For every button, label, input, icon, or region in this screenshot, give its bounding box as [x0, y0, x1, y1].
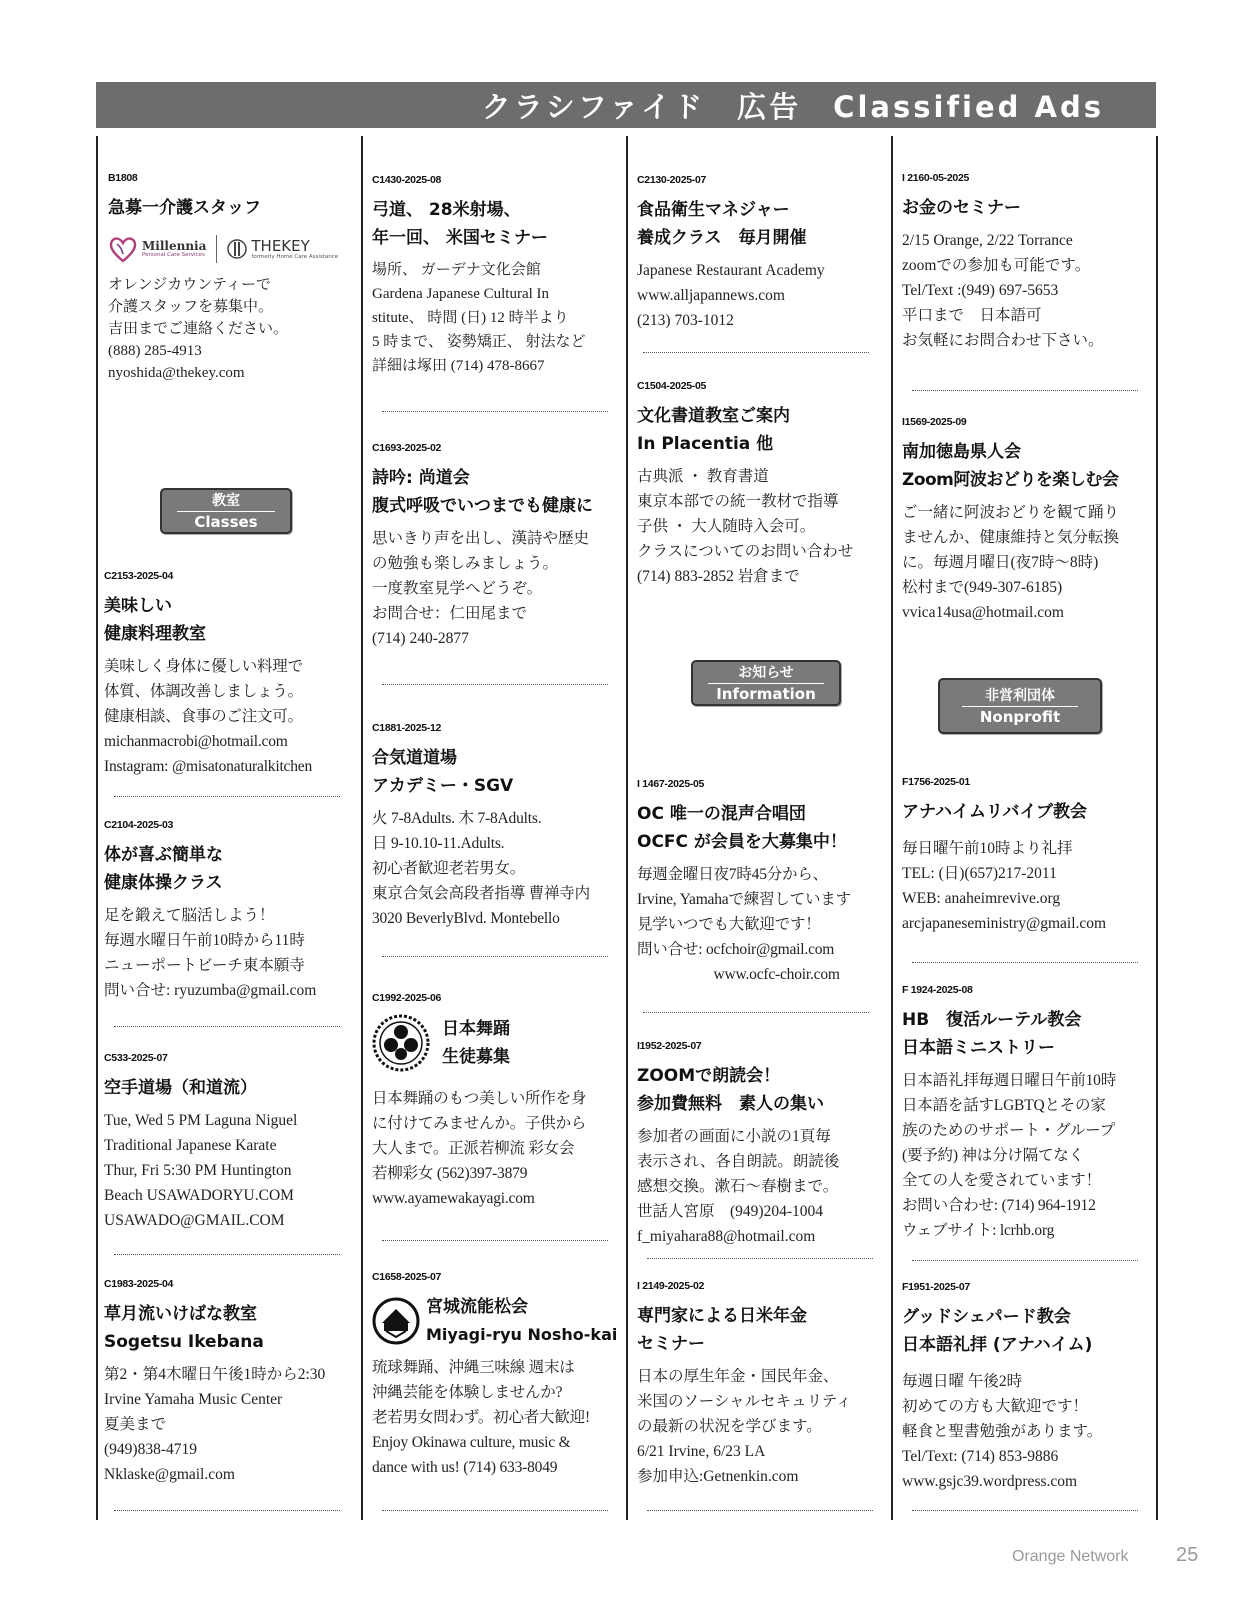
section-header-bar	[96, 82, 1156, 128]
ad-title: In Placentia 他	[637, 434, 774, 454]
classified-ad	[902, 1281, 1158, 1494]
ad-title: 腹式呼吸でいつまでも健康に	[372, 496, 593, 516]
ad-title: 養成クラス 毎月開催	[637, 228, 807, 248]
ad-title: お金のセミナー	[902, 198, 1021, 218]
ad-title: ZOOMで朗読会！	[637, 1066, 781, 1086]
ad-separator	[643, 352, 869, 353]
ad-header-with-crest	[372, 1293, 628, 1349]
classified-ad	[108, 172, 364, 384]
ad-body: 日本の厚生年金・国民年金、 米国のソーシャルセキュリティ の最新の状況を学びます。 6/21 Irvine, 6/23 LA 参加申込:Getnenkin.com	[637, 1368, 852, 1485]
ad-title: グッドシェパード教会	[902, 1307, 1071, 1327]
ad-id: F1756-2025-01	[902, 776, 970, 788]
classified-ad	[372, 992, 628, 1211]
ad-title: 合気道道場	[372, 748, 457, 768]
ad-separator	[114, 1510, 340, 1511]
ad-separator	[382, 684, 608, 685]
classified-ad	[372, 722, 628, 931]
category-badge-nonprofit	[938, 678, 1102, 734]
ad-separator	[382, 1240, 608, 1241]
ad-title: 日本語ミニストリー	[902, 1038, 1055, 1058]
category-badge-classes	[160, 488, 292, 534]
category-label-jp: 教室	[212, 493, 240, 509]
classified-ad	[372, 174, 628, 378]
ad-body: 毎日曜午前10時より礼拝 TEL: (日)(657)217-2011 WEB: anaheimrevive.org arcjapaneseministry@gmail.com	[902, 840, 1107, 932]
ad-title: 年一回、 米国セミナー	[372, 228, 548, 248]
ad-body: 毎週日曜 午後2時 初めての方も大歓迎です！ 軽食と聖書勉強があります。 Tel/Text: (714) 853-9886 www.gsjc39.wordpress.com	[902, 1373, 1103, 1490]
classified-ad	[902, 776, 1158, 936]
ad-title: Miyagi-ryu Nosho-kai	[426, 1325, 618, 1344]
ad-title: 参加費無料 素人の集い	[637, 1094, 824, 1114]
ad-title: 急募一介護スタッフ	[108, 198, 261, 218]
ad-body: 2/15 Orange, 2/22 Torrance zoomでの参加も可能です。 Tel/Text :(949) 697-5653 平口まで 日本語可 お気軽にお問合わせ下さい。	[902, 232, 1104, 349]
ad-separator	[912, 390, 1138, 391]
category-label-jp: 非営利団体	[985, 688, 1055, 704]
classified-ad	[902, 984, 1158, 1243]
ad-separator	[912, 1510, 1138, 1511]
ad-id: C533-2025-07	[104, 1052, 168, 1064]
millennia-name: Millennia	[142, 239, 207, 253]
ad-separator	[382, 956, 608, 957]
classified-ad	[637, 174, 893, 333]
ad-title: 南加徳島県人会	[902, 442, 1021, 462]
family-crest-icon	[372, 1014, 430, 1072]
ad-body: Tue, Wed 5 PM Laguna Niguel Traditional Japanese Karate Thur, Fri 5:30 PM Huntington Beach USAWADORYU.COM USAWADO@GMAIL.COM	[104, 1112, 298, 1229]
ad-id: I1952-2025-07	[637, 1040, 702, 1052]
ad-id: C2153-2025-04	[104, 570, 174, 582]
ad-id: I 1467-2025-05	[637, 778, 705, 790]
page-number: 25	[1176, 1544, 1199, 1566]
ad-title: セミナー	[637, 1334, 705, 1354]
classified-ad	[637, 778, 893, 987]
ad-title: 文化書道教室ご案内	[637, 406, 790, 426]
ad-body: Japanese Restaurant Academy www.alljapannews.com (213) 703-1012	[637, 262, 825, 329]
ad-body: 日本語礼拝毎週日曜日午前10時 日本語を話すLGBTQとその家 族のためのサポート・グループ (要予約) 神は分け隔てなく 全ての人を愛されています！ お問い合わせ: (714) 964-1912 ウェブサイト: lcrhb.org	[902, 1072, 1117, 1239]
thekey-logo	[227, 238, 338, 260]
ad-id: C2104-2025-03	[104, 819, 174, 831]
ad-title: OC 唯一の混声合唱団	[637, 804, 806, 824]
ad-body: ご一緒に阿波おどりを観て踊り ませんか、健康維持と気分転換 に。毎週月曜日(夜7時～8時) 松村まで(949-307-6185) vvica14usa@hotmail.com	[902, 504, 1120, 621]
category-label-jp: お知らせ	[738, 665, 794, 681]
ad-id: C1983-2025-04	[104, 1278, 174, 1290]
classified-ad	[104, 819, 360, 1003]
ad-title: 体が喜ぶ簡単な	[104, 845, 223, 865]
ad-id: F 1924-2025-08	[902, 984, 973, 996]
ad-id: F1951-2025-07	[902, 1281, 970, 1293]
ad-header-with-crest	[372, 1014, 628, 1072]
ad-title: Sogetsu Ikebana	[104, 1332, 264, 1352]
classified-ad	[902, 172, 1158, 353]
family-crest-icon	[372, 1297, 420, 1345]
ad-id: I 2149-2025-02	[637, 1280, 705, 1292]
sponsor-logos	[108, 234, 364, 264]
ad-title: 詩吟: 尚道会	[372, 468, 470, 488]
ad-id: C2130-2025-07	[637, 174, 707, 186]
ad-body: 毎週金曜日夜7時45分から、 Irvine, Yamahaで練習しています 見学いつでも大歓迎です！ 問い合せ: ocfchoir@gmail.com www.ocfc-choir.com	[637, 866, 851, 983]
ad-id: C1881-2025-12	[372, 722, 442, 734]
classified-ad	[104, 1052, 360, 1233]
ad-title: OCFC が会員を大募集中！	[637, 832, 847, 852]
category-label-en: Classes	[194, 513, 258, 531]
ad-title: アカデミー・SGV	[372, 776, 514, 796]
ad-id: I1569-2025-09	[902, 416, 967, 428]
ad-id: C1992-2025-06	[372, 992, 442, 1004]
ad-separator	[912, 1260, 1138, 1261]
ad-id: I 2160-05-2025	[902, 172, 970, 184]
ad-body: 思いきり声を出し、漢詩や歴史 の勉強も楽しみましょう。 一度教室見学へどうぞ。 お問合せ：仁田尾まで (714) 240-2877	[372, 530, 590, 647]
classified-ad	[104, 1278, 360, 1487]
ad-title: 日本語礼拝 (アナハイム)	[902, 1335, 1093, 1355]
ad-title: 宮城流能松会	[426, 1297, 528, 1317]
ad-title: 健康体操クラス	[104, 873, 223, 893]
ad-body: 第2・第4木曜日午後1時から2:30 Irvine Yamaha Music Center 夏美まで (949)838-4719 Nklaske@gmail.com	[104, 1366, 326, 1483]
ad-title: 専門家による日米年金	[637, 1306, 807, 1326]
classified-ad	[902, 416, 1158, 625]
publication-name: Orange Network	[1012, 1548, 1129, 1565]
ad-separator	[114, 1026, 340, 1027]
ad-body: 参加者の画面に小説の1頁毎 表示され、各自朗読。朗読後 感想交換。漱石～春樹まで。 世話人宮原 (949)204-1004 f_miyahara88@hotmail.com	[637, 1128, 840, 1245]
ad-separator	[643, 1012, 869, 1013]
ad-title: 食品衛生マネジャー	[637, 200, 790, 220]
classified-ad	[372, 442, 628, 651]
ad-title: 健康料理教室	[104, 624, 206, 644]
classified-ad	[637, 1280, 893, 1489]
ad-id: C1430-2025-08	[372, 174, 442, 186]
ad-body: 火 7-8Adults. 木 7-8Adults. 日 9-10.10-11.Adults. 初心者歓迎老若男女。 東京合気会高段者指導 曹禅寺内 3020 BeverlyBlvd. Montebello	[372, 810, 590, 927]
ad-separator	[114, 1254, 340, 1255]
column-rule	[96, 136, 98, 1520]
ad-title: アナハイムリバイブ教会	[902, 802, 1087, 822]
ad-body: 足を鍛えて脳活しよう！ 毎週水曜日午前10時から11時 ニューポートビーチ東本願寺 問い合せ: ryuzumba@gmail.com	[104, 907, 317, 999]
thekey-tagline: formerly Home Care Assistance	[251, 253, 339, 260]
category-label-en: Nonprofit	[979, 708, 1061, 726]
ad-title: 日本舞踊	[442, 1019, 510, 1039]
ad-title: Zoom阿波おどりを楽しむ会	[902, 470, 1119, 490]
section-title: クラシファイド 広告 Classified Ads	[481, 89, 1104, 124]
ad-separator	[382, 1510, 608, 1511]
ad-title: HB 復活ルーテル教会	[902, 1010, 1082, 1030]
ad-id: B1808	[108, 172, 138, 184]
ad-title: 空手道場（和道流）	[104, 1078, 257, 1098]
millennia-logo	[108, 234, 206, 264]
ad-separator	[647, 1258, 873, 1259]
ad-title: 草月流いけばな教室	[104, 1304, 257, 1324]
ad-id: C1693-2025-02	[372, 442, 442, 454]
ad-body: 日本舞踊のもつ美しい所作を身 に付けてみませんか。子供から 大人まで。正派若柳流 彩女会 若柳彩女 (562)397-3879 www.ayamewakayagi.com	[372, 1090, 587, 1207]
category-label-en: Information	[716, 685, 816, 703]
classified-ad	[637, 1040, 893, 1249]
thekey-name: THEKEY	[251, 236, 310, 255]
ad-separator	[912, 962, 1138, 963]
ad-body: オレンジカウンティーで 介護スタッフを募集中。 吉田までご連絡ください。 (888) 285-4913 nyoshida@thekey.com	[108, 277, 289, 381]
ad-id: C1504-2025-05	[637, 380, 707, 392]
ad-separator	[382, 411, 608, 412]
millennia-tagline: Personal Care Services	[142, 252, 205, 258]
category-badge-information	[691, 660, 841, 706]
logo-divider	[216, 235, 217, 263]
ad-title: 弓道、 28米射場、	[372, 200, 521, 220]
classified-ad	[372, 1271, 628, 1480]
ad-separator	[114, 796, 340, 797]
key-icon	[227, 238, 247, 260]
ad-body: 場所、 ガーデナ文化会館 Gardena Japanese Cultural In stitute、 時間 (日) 12 時半より 5 時まで、 姿勢矯正、 射法など 詳細は塚田 (714) 478-8667	[372, 262, 586, 374]
ad-body: 琉球舞踊、沖縄三味線 週末は 沖縄芸能を体験しませんか? 老若男女問わず。初心者大歓迎! Enjoy Okinawa culture, music & dance with us! (714) 633-8049	[372, 1359, 590, 1476]
classified-ad	[637, 380, 893, 589]
heart-icon	[108, 234, 138, 264]
ad-title: 美味しい	[104, 596, 172, 616]
ad-body: 美味しく身体に優しい料理で 体質、体調改善しましょう。 健康相談、食事のご注文可。 michanmacrobi@hotmail.com Instagram: @misatonaturalkitchen	[104, 658, 313, 775]
ad-id: C1658-2025-07	[372, 1271, 442, 1283]
ad-body: 古典派 ・ 教育書道 東京本部での統一教材で指導 子供 ・ 大人随時入会可。 クラスについてのお問い合わせ (714) 883-2852 岩倉まで	[637, 468, 854, 585]
ad-separator	[647, 1510, 873, 1511]
classified-ad	[104, 570, 360, 779]
ad-title: 生徒募集	[442, 1047, 510, 1067]
